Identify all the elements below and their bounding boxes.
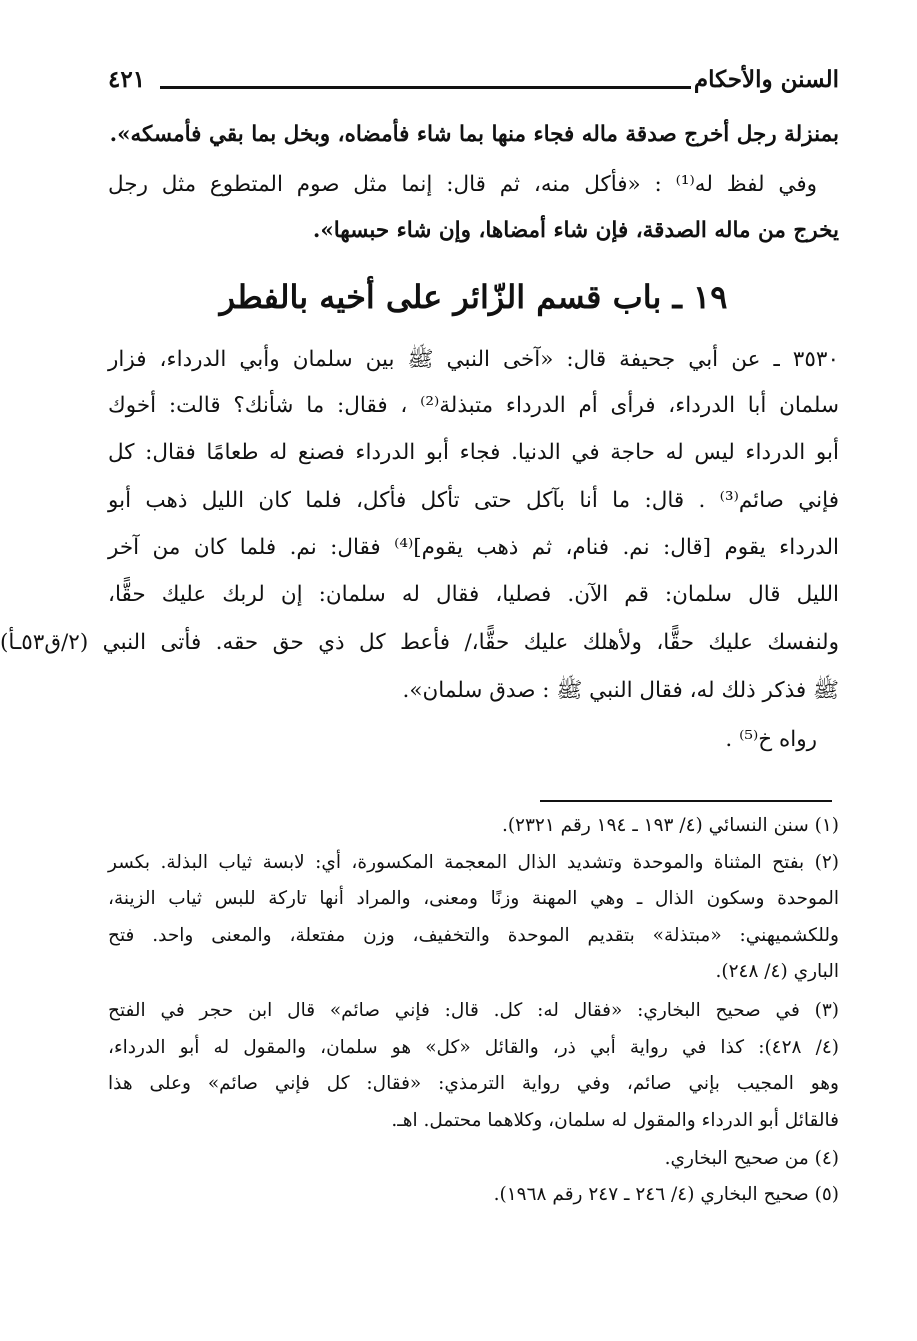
hadith-line: الدرداء يقوم [قال: نم. فنام، ثم ذهب يقوم]⁽⁴⁾ فقال: نم. فلما كان من آخر: [108, 535, 839, 560]
footnote-line: وهو المجيب بإني صائم، وفي رواية الترمذي: «فقال: كل فإني صائم» وعلى هذا: [108, 1073, 839, 1094]
text-line: بمنزلة رجل أخرج صدقة ماله فجاء منها بما شاء فأمضاه، وبخل بما بقي فأمسكه».: [109, 122, 839, 147]
footnote-line: وللكشميهني: «مبتذلة» بتقديم الموحدة والتخفيف، وزن مفتعلة، والمعنى واحد. فتح: [108, 925, 839, 946]
header-rule: [160, 86, 691, 89]
footnote-line: الموحدة وسكون الذال ـ وهي المهنة وزنًا ومعنى، والمراد أنها تاركة للبس ثياب الزينة،: [108, 888, 839, 909]
section-heading: [108, 278, 839, 316]
hadith-line: ﷺ فذكر ذلك له، فقال النبي ﷺ : صدق سلمان».: [402, 678, 839, 703]
section-title: ـ باب قسم الزّائر على أخيه بالفطر: [219, 278, 682, 316]
footnote-line: (٤) من صحيح البخاري.: [664, 1148, 839, 1169]
page-number: ٤٢١: [108, 66, 146, 93]
section-number: ١٩: [693, 278, 728, 316]
hadith-line: سلمان أبا الدرداء، فرأى أم الدرداء متبذلة⁽²⁾ ، فقال: ما شأنك؟ قالت: أخوك: [108, 393, 839, 418]
footnote-line: (١) سنن النسائي (٤/ ١٩٣ ـ ١٩٤ رقم ٢٣٢١).: [501, 815, 839, 836]
hadith-line: الليل قال سلمان: قم الآن. فصليا، فقال له سلمان: إن لربك عليك حقًّا،: [108, 582, 839, 607]
text-line: وفي لفظ له⁽¹⁾ : «فأكل منه، ثم قال: إنما مثل صوم المتطوع مثل رجل: [108, 172, 817, 197]
footnote-line: الباري (٤/ ٢٤٨).: [715, 961, 839, 982]
hadith-line: فإني صائم⁽³⁾ . قال: ما أنا بآكل حتى تأكل فأكل، فلما كان الليل ذهب أبو: [108, 488, 839, 513]
hadith-line: أبو الدرداء ليس له حاجة في الدنيا. فجاء أبو الدرداء فصنع له طعامًا فقال: كل: [108, 440, 839, 465]
footnote-line: فالقائل أبو الدرداء والمقول له سلمان، وكلاهما محتمل. اهـ.: [391, 1110, 839, 1131]
footnote-rule: [540, 800, 832, 802]
running-header: [108, 66, 839, 106]
footnote-line: (٤/ ٤٢٨): كذا في رواية أبي ذر، والقائل «كل» هو سلمان، والمقول له أبو الدرداء،: [108, 1037, 839, 1058]
text-line: يخرج من ماله الصدقة، فإن شاء أمضاها، وإن شاء حبسها».: [312, 218, 839, 243]
footnote-line: (٥) صحيح البخاري (٤/ ٢٤٦ ـ ٢٤٧ رقم ١٩٦٨).: [493, 1184, 839, 1205]
footnote-line: (٣) في صحيح البخاري: «فقال له: كل. قال: فإني صائم» قال ابن حجر في الفتح: [108, 1000, 839, 1021]
narration-line: رواه خ⁽⁵⁾ .: [725, 727, 817, 752]
hadith-line: ولنفسك عليك حقًّا، ولأهلك عليك حقًّا،/ فأعط كل ذي حق حقه. فأتى النبي (٢/ق٥٣ـأ): [0, 630, 839, 655]
footnote-line: (٢) بفتح المثناة والموحدة وتشديد الذال المعجمة المكسورة، أي: لابسة ثياب البذلة. بكسر: [108, 852, 839, 873]
header-title: السنن والأحكام: [693, 66, 839, 93]
hadith-line: ٣٥٣٠ ـ عن أبي جحيفة قال: «آخى النبي ﷺ بين سلمان وأبي الدرداء، فزار: [108, 347, 839, 372]
